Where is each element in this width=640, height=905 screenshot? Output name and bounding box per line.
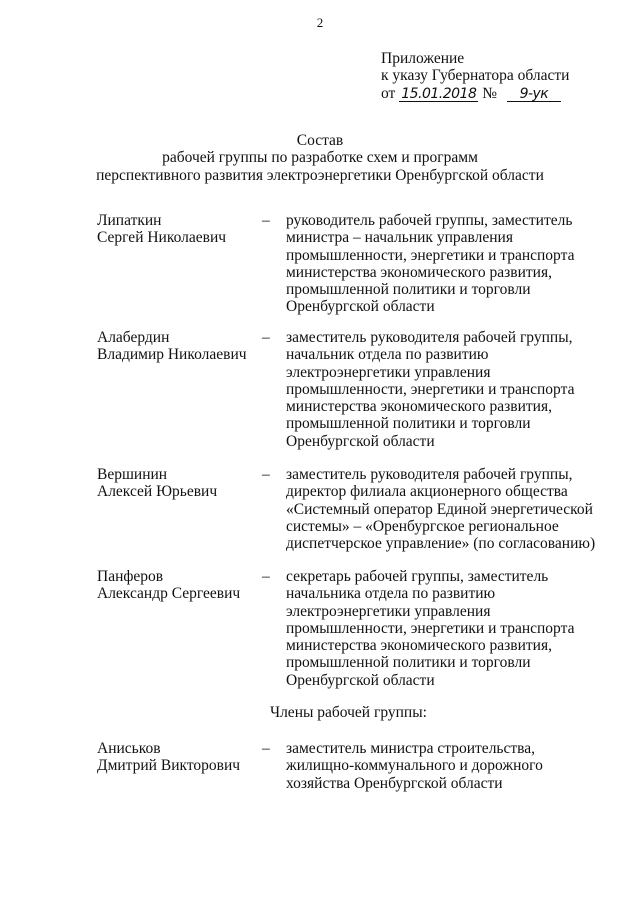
role-line: Оренбургской области bbox=[286, 298, 435, 316]
member-role bbox=[286, 212, 574, 316]
member-surname: Вершинин bbox=[97, 466, 168, 483]
appendix-block bbox=[381, 50, 569, 102]
number-sign: № bbox=[482, 84, 498, 102]
member-surname: Алабердин bbox=[97, 329, 170, 346]
role-line: промышленной политики и торговли bbox=[286, 654, 531, 672]
dash-separator: – bbox=[262, 740, 270, 757]
role-line: заместитель руководителя рабочей группы, bbox=[286, 466, 573, 483]
member-name bbox=[97, 212, 226, 247]
title-line-2: рабочей группы по разработке схем и программ bbox=[162, 149, 478, 167]
role-line: жилищно-коммунального и дорожного bbox=[286, 757, 543, 775]
role-line: начальника отдела по развитию bbox=[286, 585, 496, 603]
role-line: заместитель министра строительства, bbox=[286, 740, 536, 757]
role-line: министерства экономического развития, bbox=[286, 637, 552, 655]
date-prefix: от bbox=[381, 84, 396, 102]
role-line: секретарь рабочей группы, заместитель bbox=[286, 568, 549, 585]
member-role bbox=[286, 466, 595, 552]
title-line-1: Состав bbox=[296, 132, 344, 149]
page-number: 2 bbox=[316, 15, 324, 30]
member-surname: Аниськов bbox=[97, 740, 161, 757]
member-given-name: Дмитрий Викторович bbox=[97, 757, 241, 775]
role-line: системы» – «Оренбургское региональное bbox=[286, 517, 559, 535]
handwritten-number: 9-ук bbox=[507, 87, 561, 102]
role-line: министерства экономического развития, bbox=[286, 398, 552, 416]
role-line: промышленной политики и торговли bbox=[286, 281, 531, 299]
member-role bbox=[286, 568, 574, 689]
appendix-reference: к указу Губернатора области bbox=[381, 67, 570, 85]
role-line: промышленности, энергетики и транспорта bbox=[286, 619, 575, 637]
role-line: промышленности, энергетики и транспорта bbox=[286, 380, 575, 398]
dash-separator: – bbox=[262, 212, 270, 229]
member-given-name: Владимир Николаевич bbox=[97, 346, 247, 364]
member-surname: Липаткин bbox=[97, 212, 162, 229]
member-name bbox=[97, 466, 217, 501]
document-title bbox=[0, 132, 640, 184]
title-line-3: перспективного развития электроэнергетики Оренбургской области bbox=[96, 166, 544, 184]
role-line: диспетчерское управление» (по согласованию) bbox=[286, 535, 596, 553]
member-name bbox=[97, 740, 240, 775]
role-line: электроэнергетики управления bbox=[286, 602, 491, 620]
role-line: промышленности, энергетики и транспорта bbox=[286, 246, 575, 264]
role-line: руководитель рабочей группы, заместитель bbox=[286, 212, 573, 229]
member-given-name: Алексей Юрьевич bbox=[97, 483, 218, 501]
member-surname: Панферов bbox=[97, 568, 164, 585]
role-line: промышленной политики и торговли bbox=[286, 415, 531, 433]
appendix-title: Приложение bbox=[381, 50, 465, 67]
member-name bbox=[97, 568, 240, 603]
role-line: электроэнергетики управления bbox=[286, 363, 491, 381]
dash-separator: – bbox=[262, 329, 270, 346]
role-line: Оренбургской области bbox=[286, 432, 435, 450]
role-line: министерства экономического развития, bbox=[286, 263, 552, 281]
role-line: министра – начальник управления bbox=[286, 229, 513, 247]
role-line: «Системный оператор Единой энергетической bbox=[286, 500, 593, 518]
role-line: начальник отдела по развитию bbox=[286, 346, 489, 364]
role-line: заместитель руководителя рабочей группы, bbox=[286, 329, 573, 346]
member-name bbox=[97, 329, 247, 364]
role-line: хозяйства Оренбургской области bbox=[286, 774, 503, 792]
role-line: Оренбургской области bbox=[286, 671, 435, 689]
member-role bbox=[286, 740, 543, 792]
handwritten-date: 15.01.2018 bbox=[401, 85, 477, 102]
role-line: директор филиала акционерного общества bbox=[286, 483, 568, 501]
appendix-date-line bbox=[381, 85, 569, 102]
dash-separator: – bbox=[262, 568, 270, 585]
member-given-name: Александр Сергеевич bbox=[97, 585, 241, 603]
dash-separator: – bbox=[262, 466, 270, 483]
member-role bbox=[286, 329, 574, 450]
members-heading: Члены рабочей группы: bbox=[270, 704, 427, 721]
member-given-name: Сергей Николаевич bbox=[97, 229, 227, 247]
